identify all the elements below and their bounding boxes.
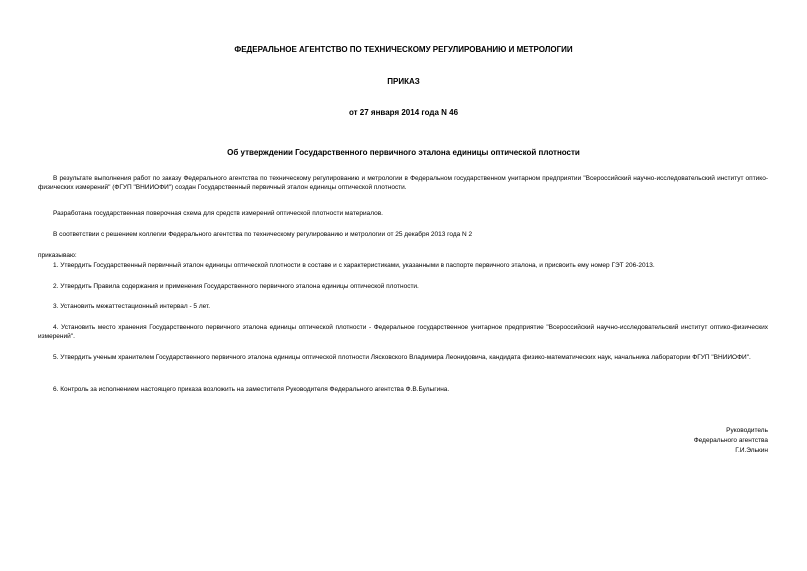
paragraph-item-5: 5. Утвердить ученым хранителем Государственного первичного эталона единицы оптической плотности Лясковского Владимира Леонидовича, кандидата физико-математических наук, начальника лаборатории ФГУП "ВНИИОФИ". (53, 354, 751, 361)
paragraph-item-3: 3. Установить межаттестационный интервал - 5 лет. (53, 303, 211, 310)
order-title: ПРИКАЗ (387, 77, 420, 86)
signature-title-line-1: Руководитель (726, 427, 768, 434)
paragraph-item-4: 4. Установить место хранения Государственного первичного эталона единицы оптической плотности - Федеральное государственное унитарное предприятие "Всероссийский научно-исследовательский институт оптико-физических измерений". (38, 324, 768, 340)
signature-block (694, 426, 768, 456)
signature-name: Г.И.Элькин (735, 447, 768, 454)
paragraph-order-word: приказываю: (38, 252, 77, 259)
paragraph-preamble: В результате выполнения работ по заказу Федерального агентства по техническому регулированию и метрологии в Федеральном государственном унитарном предприятии "Всероссийский научно-исследовательский институт оптико-физических измерений" (ФГУП "ВНИИОФИ") создан Государственный первичный эталон единицы оптической плотности. (38, 175, 768, 191)
paragraph-verification-scheme: Разработана государственная поверочная схема для средств измерений оптической плотности материалов. (53, 210, 383, 217)
order-date: от 27 января 2014 года N 46 (348, 108, 459, 117)
paragraph-item-1: 1. Утвердить Государственный первичный эталон единицы оптической плотности в составе и с характеристиками, указанными в паспорте первичного эталона, и присвоить ему номер ГЭТ 206-2013. (53, 262, 655, 269)
paragraph-item-2: 2. Утвердить Правила содержания и применения Государственного первичного эталона единицы оптической плотности. (53, 283, 419, 290)
agency-name: ФЕДЕРАЛЬНОЕ АГЕНТСТВО ПО ТЕХНИЧЕСКОМУ РЕГУЛИРОВАНИЮ И МЕТРОЛОГИИ (234, 45, 573, 54)
paragraph-item-6: 6. Контроль за исполнением настоящего приказа возложить на заместителя Руководителя Федерального агентства Ф.В.Булыгина. (53, 386, 450, 393)
signature-title-line-2: Федерального агентства (693, 437, 768, 444)
order-subject: Об утверждении Государственного первичного эталона единицы оптической плотности (227, 148, 580, 157)
paragraph-collegium-decision: В соответствии с решением коллегии Федерального агентства по техническому регулированию и метрологии от 25 декабря 2013 года N 2 (53, 231, 473, 238)
